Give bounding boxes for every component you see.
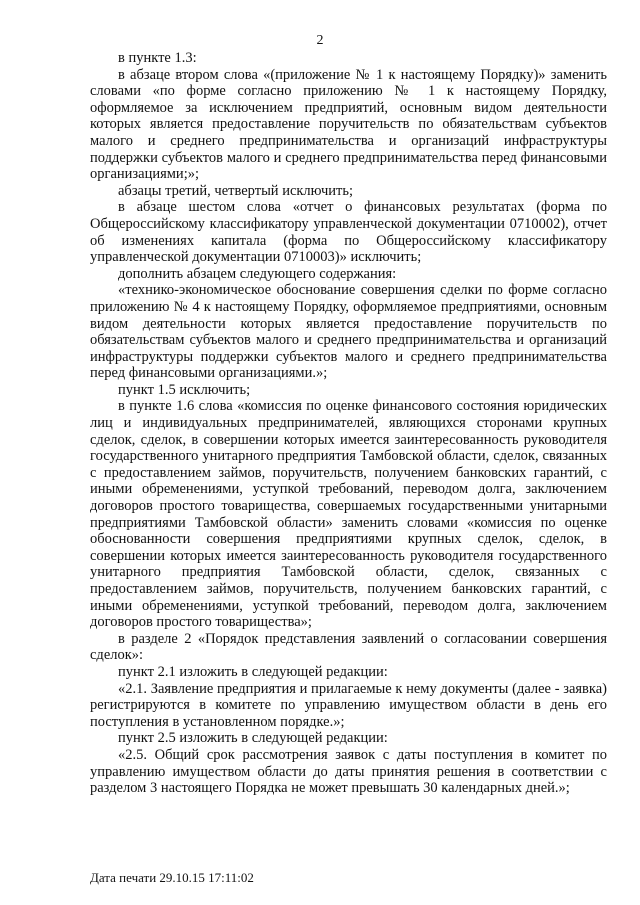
paragraph: пункт 2.5 изложить в следующей редакции: [118,730,388,747]
paragraph: в абзаце шестом слова «отчет о финансовых результатах (форма по Общероссийскому классификатору управленческой документации 0710002), отчет об изменениях капитала (форма по Общероссийскому классификатору управленческой документации 0710003)» исключить; [90,199,607,266]
paragraph: «2.1. Заявление предприятия и прилагаемые к нему документы (далее - заявка) регистрируются в комитете по управлению имуществом области в день его поступления в установленном порядке.»; [90,680,607,730]
paragraph: в абзаце втором слова «(приложение № 1 к настоящему Порядку)» заменить словами «по форме согласно приложению № 1 к настоящему Порядку, оформляемое за исключением предприятий, основным видом деятельности которых является предоставление поручительств по обязательствам субъектов малого и среднего предпринимательства и организаций инфраструктуры поддержки субъектов малого и среднего предпринимательства перед финансовыми организациями;»; [90,66,607,183]
paragraph: в пункте 1.6 слова «комиссия по оценке финансового состояния юридических лиц и индивидуальных предпринимателей, являющихся сторонами крупных сделок, сделок, в совершении которых имеется заинтересованность руководителя государственного унитарного предприятия Тамбовской области, сделок, связанных с предоставлением займов, поручительств, получением банковских гарантий, с иными обременениями, уступкой требований, переводом долга, заключением договоров простого товарищества, совершаемых государственными унитарными предприятиями Тамбовской области» заменить словами «комиссия по оценке обоснованности совершения предприятиями крупных сделок, сделок, в совершении которых имеется заинтересованность руководителя государственного унитарного предприятия Тамбовской области, сделок, связанных с предоставлением займов, поручительств, получением банковских гарантий, с иными обременениями, уступкой требований, переводом долга, заключением договоров простого товарищества»; [90,398,607,631]
paragraph: пункт 2.1 изложить в следующей редакции: [118,663,388,680]
document-body [90,50,607,797]
paragraph: в пункте 1.3: [118,50,197,66]
paragraph: в разделе 2 «Порядок представления заявлений о согласовании совершения сделок»: [90,630,607,664]
page-number: 2 [316,33,324,48]
paragraph: «технико-экономическое обоснование совершения сделки по форме согласно приложению № 4 к настоящему Порядку, оформляемое предприятиями, основным видом деятельности которых является предоставление поручительств по обязательствам субъектов малого и среднего предпринимательства и организаций инфраструктуры поддержки субъектов малого и среднего предпринимательства перед финансовыми организациями.»; [90,282,607,382]
paragraph: пункт 1.5 исключить; [118,381,251,398]
print-date-footer: Дата печати 29.10.15 17:11:02 [90,870,254,885]
paragraph: дополнить абзацем следующего содержания: [118,265,397,282]
paragraph: абзацы третий, четвертый исключить; [118,182,353,199]
paragraph: «2.5. Общий срок рассмотрения заявок с даты поступления в комитет по управлению имуществом области до даты принятия решения в соответствии с разделом 3 настоящего Порядка не может превышать 30 календарных дней.»; [90,746,607,797]
